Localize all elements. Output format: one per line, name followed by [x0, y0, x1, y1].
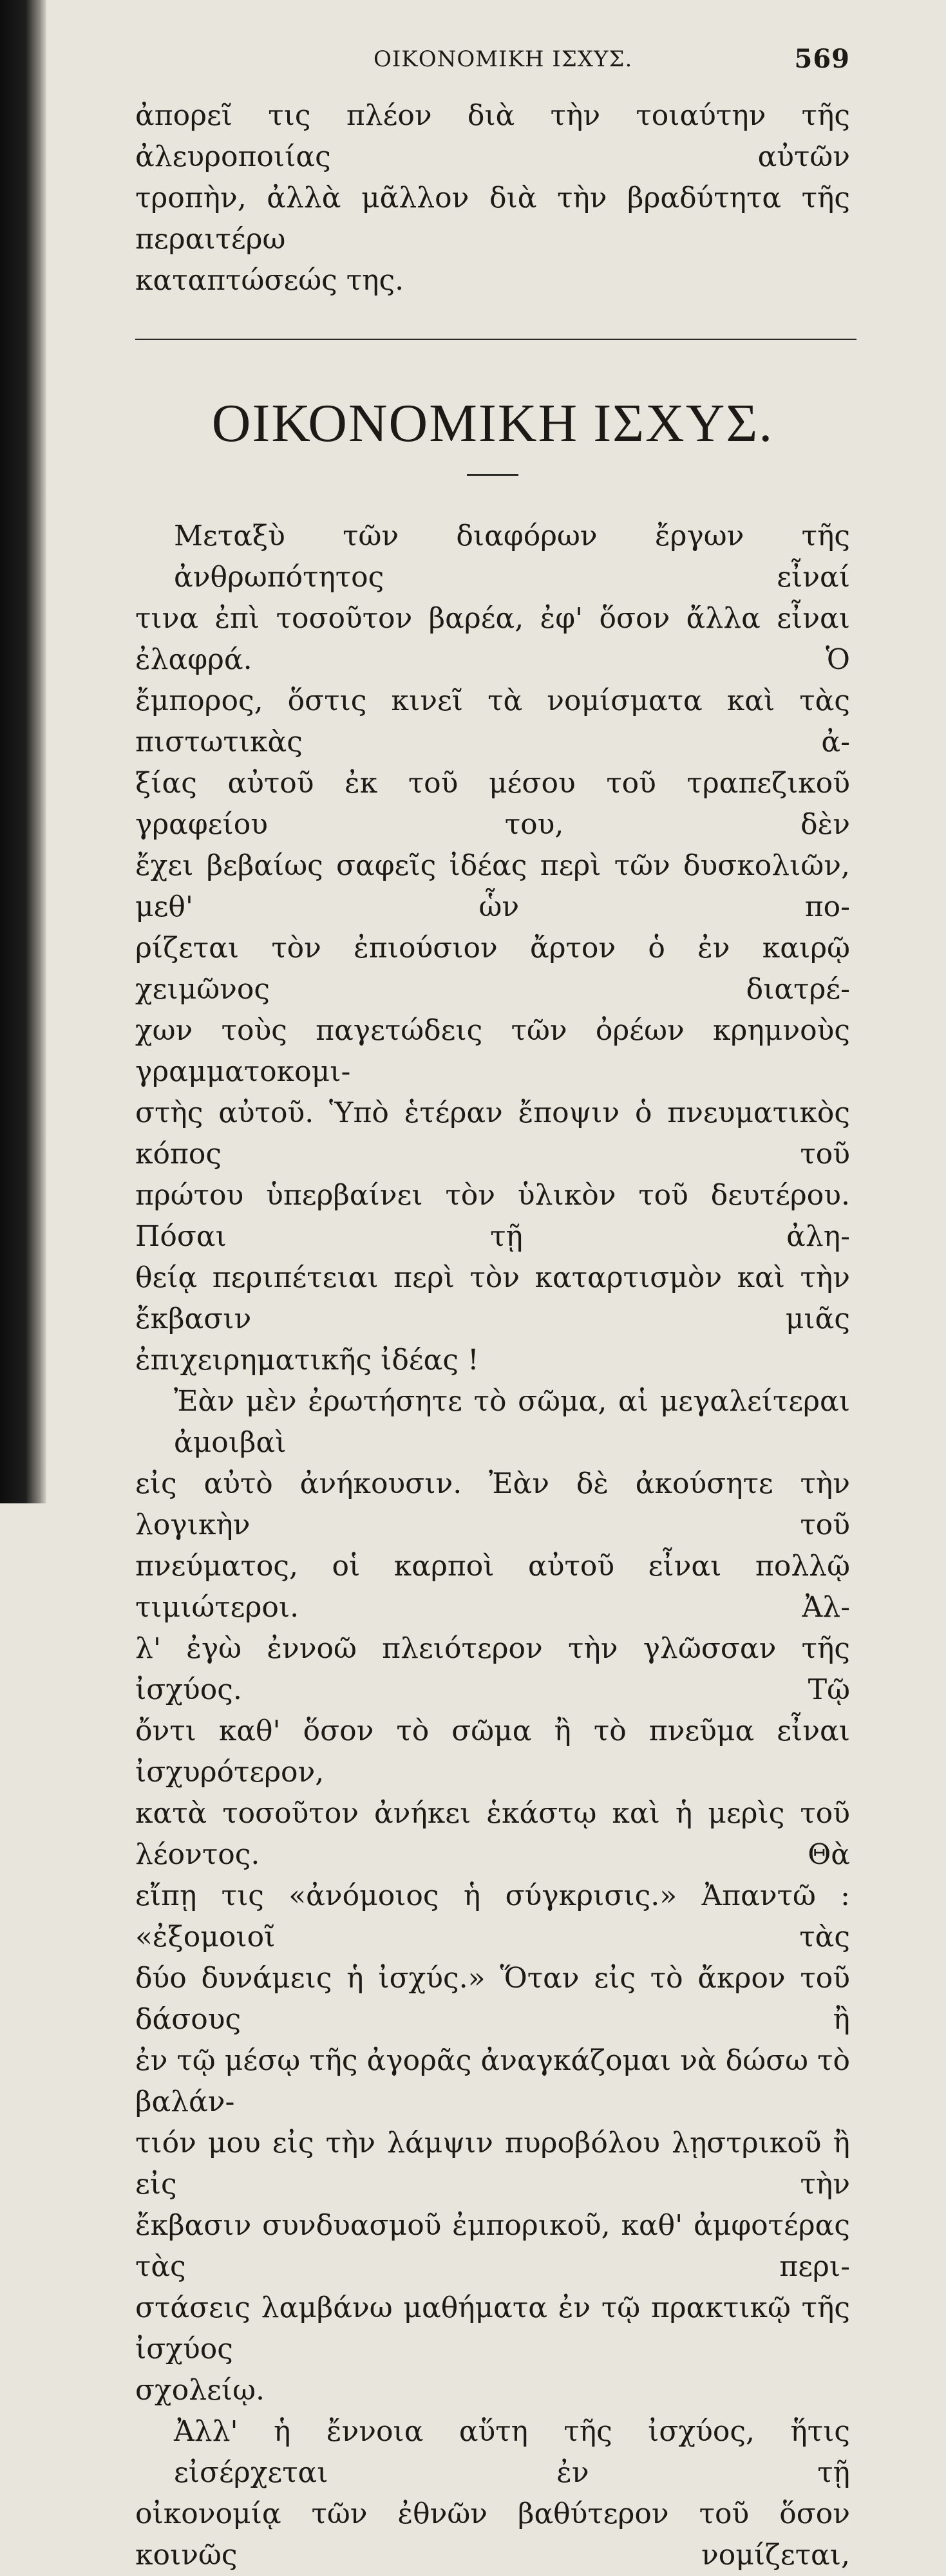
text-line: ἔκβασιν συνδυασμοῦ ἐμπορικοῦ, καθ' ἀμφοτέρας τὰς περι- — [135, 2209, 850, 2283]
text-line: ὄντι καθ' ὅσον τὸ σῶμα ἢ τὸ πνεῦμα εἶναι ἰσχυρότερον, — [135, 1715, 850, 1789]
text-line: εἴπῃ τις «ἀνόμοιος ἡ σύγκρισις.» Ἀπαντῶ : «ἐξομοιοῖ τὰς — [135, 1879, 850, 1953]
text-line: στάσεις λαμβάνω μαθήματα ἐν τῷ πρακτικῷ τῆς ἰσχύος — [135, 2291, 850, 2365]
text-line: ἀπορεῖ τις πλέον διὰ τὴν τοιαύτην τῆς ἀλευροποιίας αὐτῶν — [135, 99, 850, 173]
text-line: ἔμπορος, ὅστις κινεῖ τὰ νομίσματα καὶ τὰς πιστωτικὰς ἀ- — [135, 684, 850, 758]
book-binding-shadow — [0, 0, 46, 1503]
paragraph-1 — [135, 516, 850, 1381]
paragraph-3 — [135, 2411, 850, 2576]
text-line: Ἀλλ' ἡ ἔννοια αὕτη τῆς ἰσχύος, ἥτις εἰσέρχεται ἐν τῇ — [174, 2415, 850, 2489]
page-number: 569 — [794, 44, 850, 74]
text-line: χων τοὺς παγετώδεις τῶν ὀρέων κρημνοὺς γραμματοκομι- — [135, 1014, 850, 1088]
text-line: θείᾳ περιπέτειαι περὶ τὸν καταρτισμὸν καὶ τὴν ἔκβασιν μιᾶς — [135, 1261, 850, 1335]
text-line: δύο δυνάμεις ἡ ἰσχύς.» Ὅταν εἰς τὸ ἄκρον τοῦ δάσους ἢ — [135, 1962, 850, 2036]
text-line: λ' ἐγὼ ἐννοῶ πλειότερον τὴν γλῶσσαν τῆς ἰσχύος. Τῷ — [135, 1632, 850, 1706]
text-line: Ἐὰν μὲν ἐρωτήσητε τὸ σῶμα, αἱ μεγαλείτεραι ἀμοιβαὶ — [174, 1385, 850, 1459]
text-line: ἐπιχειρηματικῆς ἰδέας ! — [135, 1344, 479, 1377]
running-header — [135, 39, 850, 84]
text-line: πρώτου ὑπερβαίνει τὸν ὑλικὸν τοῦ δευτέρου. Πόσαι τῇ ἀλη- — [135, 1179, 850, 1253]
section-divider — [135, 339, 856, 340]
text-line: Μεταξὺ τῶν διαφόρων ἔργων τῆς ἀνθρωπότητος εἶναί — [174, 520, 850, 594]
text-line: σχολείῳ. — [135, 2374, 265, 2407]
text-line: ἐν τῷ μέσῳ τῆς ἀγορᾶς ἀναγκάζομαι νὰ δώσω τὸ βαλάν- — [135, 2044, 850, 2118]
title-underline — [467, 474, 518, 476]
book-page — [135, 39, 850, 2571]
text-line: τροπὴν, ἀλλὰ μᾶλλον διὰ τὴν βραδύτητα τῆς περαιτέρω — [135, 182, 850, 256]
running-title: ΟΙΚΟΝΟΜΙΚΗ ΙΣΧΥΣ. — [374, 46, 633, 72]
text-line: καταπτώσεώς της. — [135, 264, 404, 297]
text-line: στὴς αὐτοῦ. Ὑπὸ ἑτέραν ἔποψιν ὁ πνευματικὸς κόπος τοῦ — [135, 1096, 850, 1170]
text-line: οἰκονομίᾳ τῶν ἐθνῶν βαθύτερον τοῦ ὅσον κοινῶς νομίζεται, — [135, 2497, 850, 2571]
text-line: ξίας αὐτοῦ ἐκ τοῦ μέσου τοῦ τραπεζικοῦ γραφείου του, δὲν — [135, 767, 850, 841]
section-title: ΟΙΚΟΝΟΜΙΚΗ ΙΣΧΥΣ. — [211, 393, 774, 453]
text-line: πνεύματος, οἱ καρποὶ αὐτοῦ εἶναι πολλῷ τιμιώτεροι. Ἀλ- — [135, 1550, 850, 1624]
paragraph-2 — [135, 1381, 850, 2411]
text-line: τιόν μου εἰς τὴν λάμψιν πυροβόλου λῃστρικοῦ ἢ εἰς τὴν — [135, 2127, 850, 2201]
intro-paragraph — [135, 95, 850, 301]
text-line: εἰς αὐτὸ ἀνήκουσιν. Ἐὰν δὲ ἀκούσητε τὴν λογικὴν τοῦ — [135, 1467, 850, 1541]
text-line: τινα ἐπὶ τοσοῦτον βαρέα, ἐφ' ὅσον ἄλλα εἶναι ἐλαφρά. Ὁ — [135, 602, 850, 676]
text-line: κατὰ τοσοῦτον ἀνήκει ἑκάστῳ καὶ ἡ μερὶς τοῦ λέοντος. Θὰ — [135, 1797, 850, 1871]
text-line: ρίζεται τὸν ἐπιούσιον ἄρτον ὁ ἐν καιρῷ χειμῶνος διατρέ- — [135, 932, 850, 1006]
text-line: ἔχει βεβαίως σαφεῖς ἰδέας περὶ τῶν δυσκολιῶν, μεθ' ὧν πο- — [135, 849, 850, 923]
